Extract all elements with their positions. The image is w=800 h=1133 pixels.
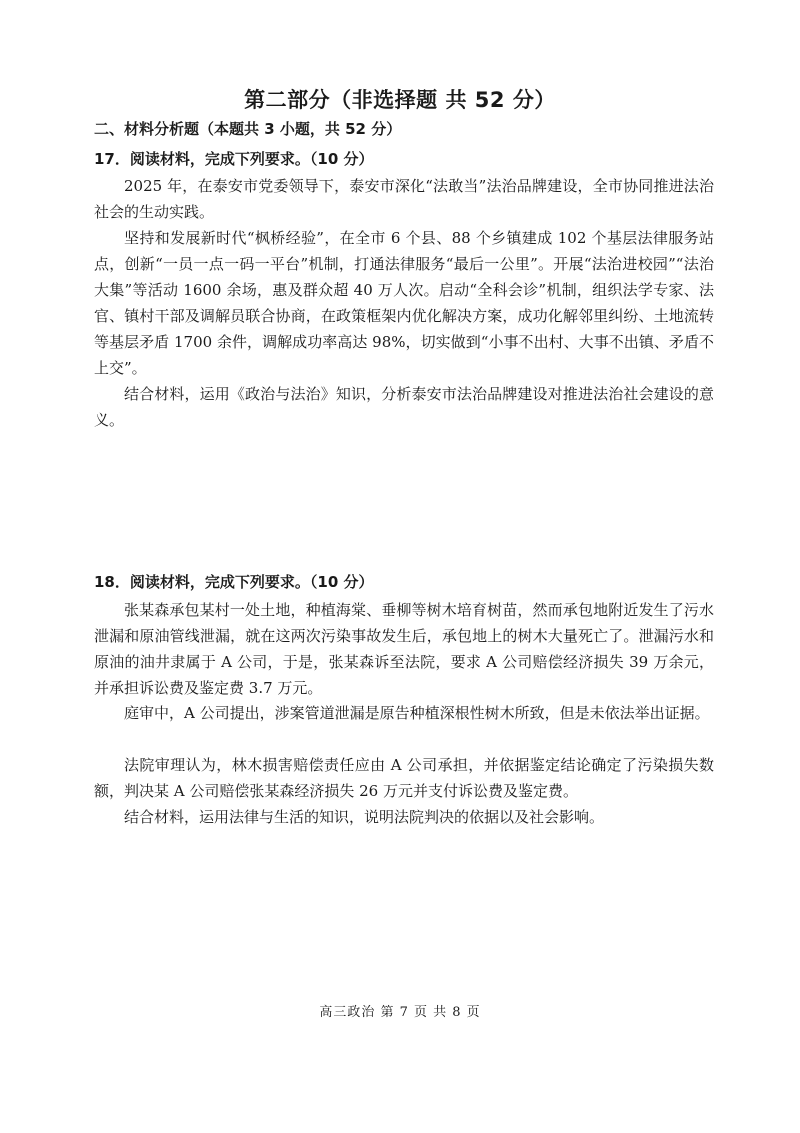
question-18-paragraph: 张某森承包某村一处土地，种植海棠、垂柳等树木培育树苗，然而承包地附近发生了污水泄漏和原油管线泄漏，就在这两次污染事故发生后，承包地上的树木大量死亡了。泄漏污水和原油的油井隶属于 A 公司，于是，张某森诉至法院，要求 A 公司赔偿经济损失 39 万余元，并承担诉讼费及鉴定费 3.7 万元。: [94, 601, 714, 697]
question-17-heading: 17．阅读材料，完成下列要求。（10 分）: [94, 150, 374, 168]
question-17-paragraph: 坚持和发展新时代“枫桥经验”，在全市 6 个县、88 个乡镇建成 102 个基层法律服务站点，创新“一员一点一码一平台”机制，打通法律服务“最后一公里”。开展“法治进校园”“法治大集”等活动 1600 余场，惠及群众超 40 万人次。启动“全科会诊”机制，组织法学专家、法官、镇村干部及调解员联合协商，在政策框架内优化解决方案，成功化解邻里纠纷、土地流转等基层矛盾 1700 余件，调解成功率高达 98%，切实做到“小事不出村、大事不出镇、矛盾不上交”。: [94, 229, 714, 377]
question-18-heading: 18．阅读材料，完成下列要求。（10 分）: [94, 573, 374, 591]
question-17-prompt: 结合材料，运用《政治与法治》知识，分析泰安市法治品牌建设对推进法治社会建设的意义。: [94, 385, 714, 429]
part-title: 第二部分（非选择题 共 52 分）: [244, 88, 556, 112]
page-footer: 高三政治 第 7 页 共 8 页: [319, 1005, 481, 1020]
question-18-paragraph: 庭审中，A 公司提出，涉案管道泄漏是原告种植深根性树木所致，但是未依法举出证据。: [124, 704, 710, 722]
question-18-paragraph: 法院审理认为，林木损害赔偿责任应由 A 公司承担，并依据鉴定结论确定了污染损失数额，判决某 A 公司赔偿张某森经济损失 26 万元并支付诉讼费及鉴定费。: [94, 756, 714, 800]
question-17-paragraph: 2025 年，在泰安市党委领导下，泰安市深化“法敢当”法治品牌建设，全市协同推进法治社会的生动实践。: [94, 177, 714, 221]
question-18-prompt: 结合材料，运用法律与生活的知识，说明法院判决的依据以及社会影响。: [124, 808, 605, 826]
section-heading: 二、材料分析题（本题共 3 小题，共 52 分）: [94, 120, 402, 138]
